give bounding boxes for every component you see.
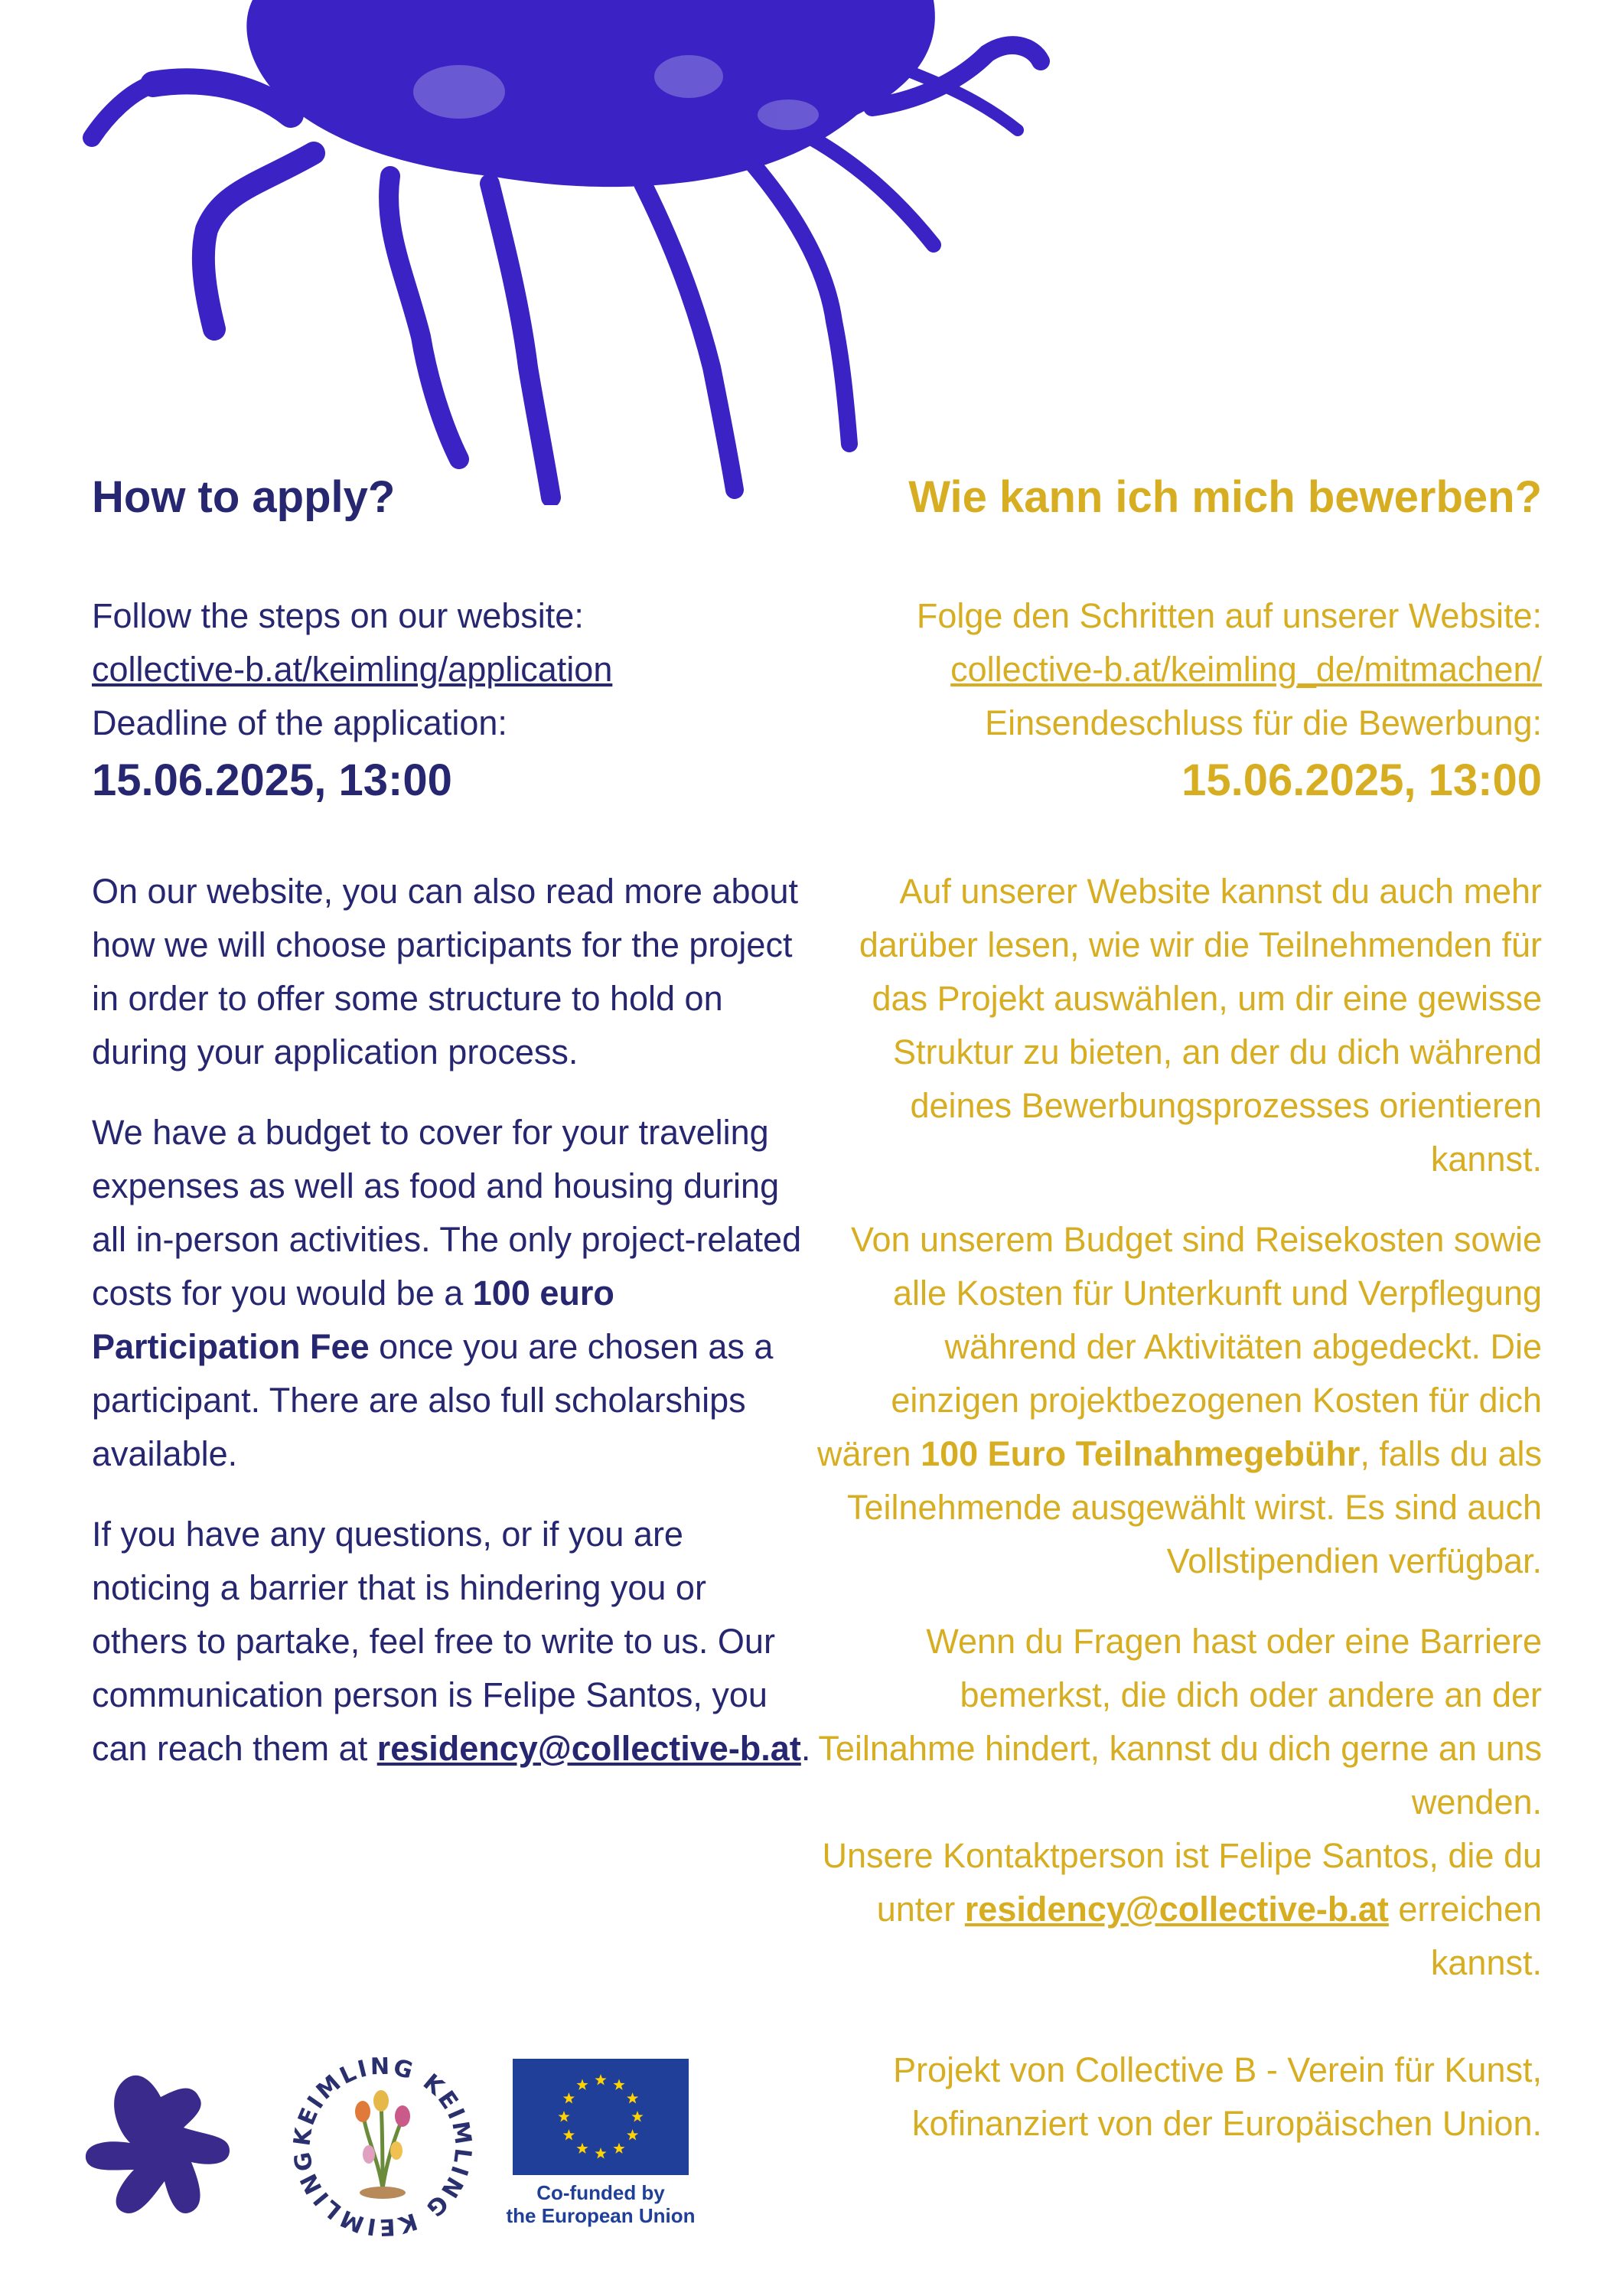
german-application-link[interactable]: collective-b.at/keimling_de/mitmachen/ [950,650,1542,689]
keimling-logo [288,2053,477,2241]
german-paragraph-contact-person: Unsere Kontaktperson ist Felipe Santos, die du unter residency@collective-b.at erreichen kannst. [822,1836,1542,1982]
eu-star [558,2111,569,2122]
english-paragraph-contact: If you have any questions, or if you are noticing a barrier that is hindering you or others to partake, feel free to write to us. Our communication person is Felipe Santos, you can reach them at residency@collective-b.at. [92,1515,811,1768]
eu-star [627,2129,638,2141]
keimling-circle-text: KEIMLING KEIMLING KEIMLING [288,2053,477,2241]
german-paragraph-contact: Wenn du Fragen hast oder eine Barriere bemerkst, die dich oder andere an der Teilnahme hindert, kannst du dich gerne an uns wenden. [818,1622,1542,1821]
english-fee: 100 euro Participation Fee [92,1274,614,1366]
eu-star [631,2111,643,2122]
eu-star [613,2143,624,2154]
german-footer-line-1: Projekt von Collective B - Verein für Kunst, [893,2050,1542,2089]
german-fee: 100 Euro Teilnahmegebühr [921,1434,1361,1473]
english-application-link[interactable]: collective-b.at/keimling/application [92,650,613,689]
eu-star [563,2092,575,2104]
eu-star [563,2129,575,2141]
german-deadline-label: Einsendeschluss für die Bewerbung: [985,703,1542,742]
german-footer-line-2: kofinanziert von der Europäischen Union. [912,2104,1542,2143]
eu-star [576,2079,588,2090]
eu-star [595,2148,606,2159]
german-paragraph-selection: Auf unserer Website kannst du auch mehr darüber lesen, wie wir die Teilnehmenden für das Projekt auswählen, um dir eine gewisse Struktur zu bieten, an der du dich während deines Bewerbungsprozesses orientieren kannst. [859,872,1542,1179]
eu-flag [513,2059,689,2175]
eu-stars [513,2059,689,2175]
german-email-link[interactable]: residency@collective-b.at [964,1890,1389,1929]
collective-b-blob-logo [86,2076,230,2213]
german-column [811,467,1542,2151]
eu-star [613,2079,624,2090]
eu-star [627,2092,638,2104]
german-steps-intro: Folge den Schritten auf unserer Website: [916,596,1542,635]
eu-star [595,2074,606,2086]
eu-star [576,2143,588,2154]
english-column [92,467,811,1776]
english-heading: How to apply? [92,472,396,522]
eu-caption-line-2: the European Union [506,2204,696,2227]
eu-caption-line-1: Co-funded by [536,2181,665,2204]
english-steps-intro: Follow the steps on our website: [92,596,584,635]
ink-blob-illustration [61,0,1209,505]
english-deadline: 15.06.2025, 13:00 [92,755,452,805]
german-paragraph-budget: Von unserem Budget sind Reisekosten sowie alle Kosten für Unterkunft und Verpflegung während der Aktivitäten abgedeckt. Die einzigen projektbezogenen Kosten für dich wären 100 Euro Teilnahmegebühr, falls du als Teilnehmende ausgewählt wirst. Es sind auch Vollstipendien verfügbar. [816,1220,1542,1580]
english-paragraph-budget: We have a budget to cover for your traveling expenses as well as food and housing during all in-person activities. The only project-related costs for you would be a 100 euro Participation Fee once you are chosen as a participant. There are also full scholarships available. [92,1113,802,1473]
german-heading: Wie kann ich mich bewerben? [908,472,1542,522]
english-email-link[interactable]: residency@collective-b.at [376,1729,801,1768]
english-paragraph-selection: On our website, you can also read more about how we will choose participants for the project in order to offer some structure to hold on during your application process. [92,872,799,1071]
eu-caption [490,2181,712,2227]
german-deadline: 15.06.2025, 13:00 [1181,755,1542,805]
english-deadline-label: Deadline of the application: [92,703,507,742]
